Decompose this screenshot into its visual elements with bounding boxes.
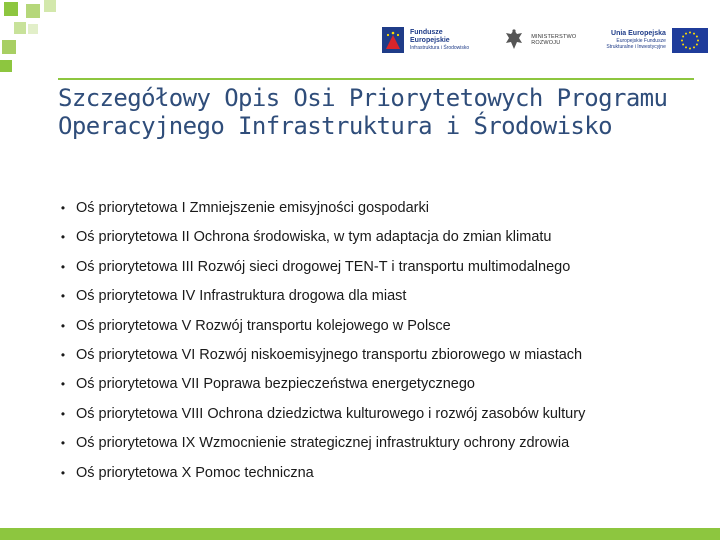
list-item xyxy=(58,459,585,488)
list-item xyxy=(58,370,585,399)
fundusze-logo-text xyxy=(410,29,469,51)
list-item xyxy=(58,253,585,282)
list-item-text: Oś priorytetowa I Zmniejszenie emisyjności gospodarki xyxy=(76,200,429,216)
bullet-icon: • xyxy=(60,289,66,304)
list-item-text: Oś priorytetowa VI Rozwój niskoemisyjnego transportu zbiorowego w miastach xyxy=(76,346,583,363)
list-item-text: Oś priorytetowa V Rozwój transportu kolejowego w Polsce xyxy=(76,317,451,334)
list-item xyxy=(58,400,585,429)
unia-logo-line3: Strukturalne i Inwestycyjne xyxy=(606,44,666,50)
list-item-text: Oś priorytetowa VII Poprawa bezpieczeństwa energetycznego xyxy=(76,376,475,393)
eu-flag-icon xyxy=(672,28,708,53)
priority-axes-list xyxy=(58,194,585,488)
ministerstwo-rozwoju-logo xyxy=(503,27,576,53)
bullet-icon: • xyxy=(60,436,66,451)
fundusze-europejskie-logo xyxy=(382,27,469,53)
fundusze-europejskie-emblem-icon xyxy=(382,27,404,53)
list-item xyxy=(58,223,585,252)
list-item-text: Oś priorytetowa X Pomoc techniczna xyxy=(76,464,314,481)
list-item-text: Oś priorytetowa IV Infrastruktura drogowa dla miast xyxy=(76,288,407,305)
ministerstwo-logo-line2: ROZWOJU xyxy=(531,40,561,46)
bullet-icon: • xyxy=(60,377,66,392)
bullet-icon: • xyxy=(60,201,66,215)
decorative-green-squares xyxy=(0,0,60,90)
list-item-text: Oś priorytetowa III Rozwój sieci drogowej TEN-T i transportu multimodalnego xyxy=(76,258,571,275)
list-item xyxy=(58,282,585,311)
list-item xyxy=(58,194,585,223)
bullet-icon: • xyxy=(60,406,66,421)
fundusze-logo-line3: Infrastruktura i Środowisko xyxy=(410,45,470,51)
list-item-text: Oś priorytetowa II Ochrona środowiska, w tym adaptacja do zmian klimatu xyxy=(76,229,552,246)
unia-logo-text xyxy=(606,30,665,50)
unia-europejska-logo xyxy=(606,28,707,53)
slide-title: Szczegółowy Opis Osi Priorytetowych Programu Operacyjnego Infrastruktura i Środowisko xyxy=(58,84,668,140)
bullet-icon: • xyxy=(60,230,66,245)
polish-eagle-icon xyxy=(503,27,525,53)
ministerstwo-logo-text xyxy=(531,34,576,47)
list-item xyxy=(58,341,585,370)
header-divider-line xyxy=(58,78,694,80)
list-item-text: Oś priorytetowa VIII Ochrona dziedzictwa kulturowego i rozwój zasobów kultury xyxy=(76,405,586,422)
header-logos xyxy=(382,18,708,62)
list-item-text: Oś priorytetowa IX Wzmocnienie strategicznej infrastruktury ochrony zdrowia xyxy=(76,435,570,452)
bullet-icon: • xyxy=(60,465,66,480)
unia-logo-line1: Unia Europejska xyxy=(611,30,666,37)
fundusze-logo-line2: Europejskie xyxy=(410,37,450,44)
list-item xyxy=(58,312,585,341)
bullet-icon: • xyxy=(60,318,66,333)
footer-green-bar xyxy=(0,528,720,540)
ministerstwo-logo-line1: MINISTERSTWO xyxy=(531,33,577,40)
list-item xyxy=(58,429,585,458)
unia-logo-line2: Europejskie Fundusze xyxy=(616,38,666,44)
bullet-icon: • xyxy=(60,347,66,362)
fundusze-logo-line1: Fundusze xyxy=(410,29,443,36)
bullet-icon: • xyxy=(60,259,66,274)
